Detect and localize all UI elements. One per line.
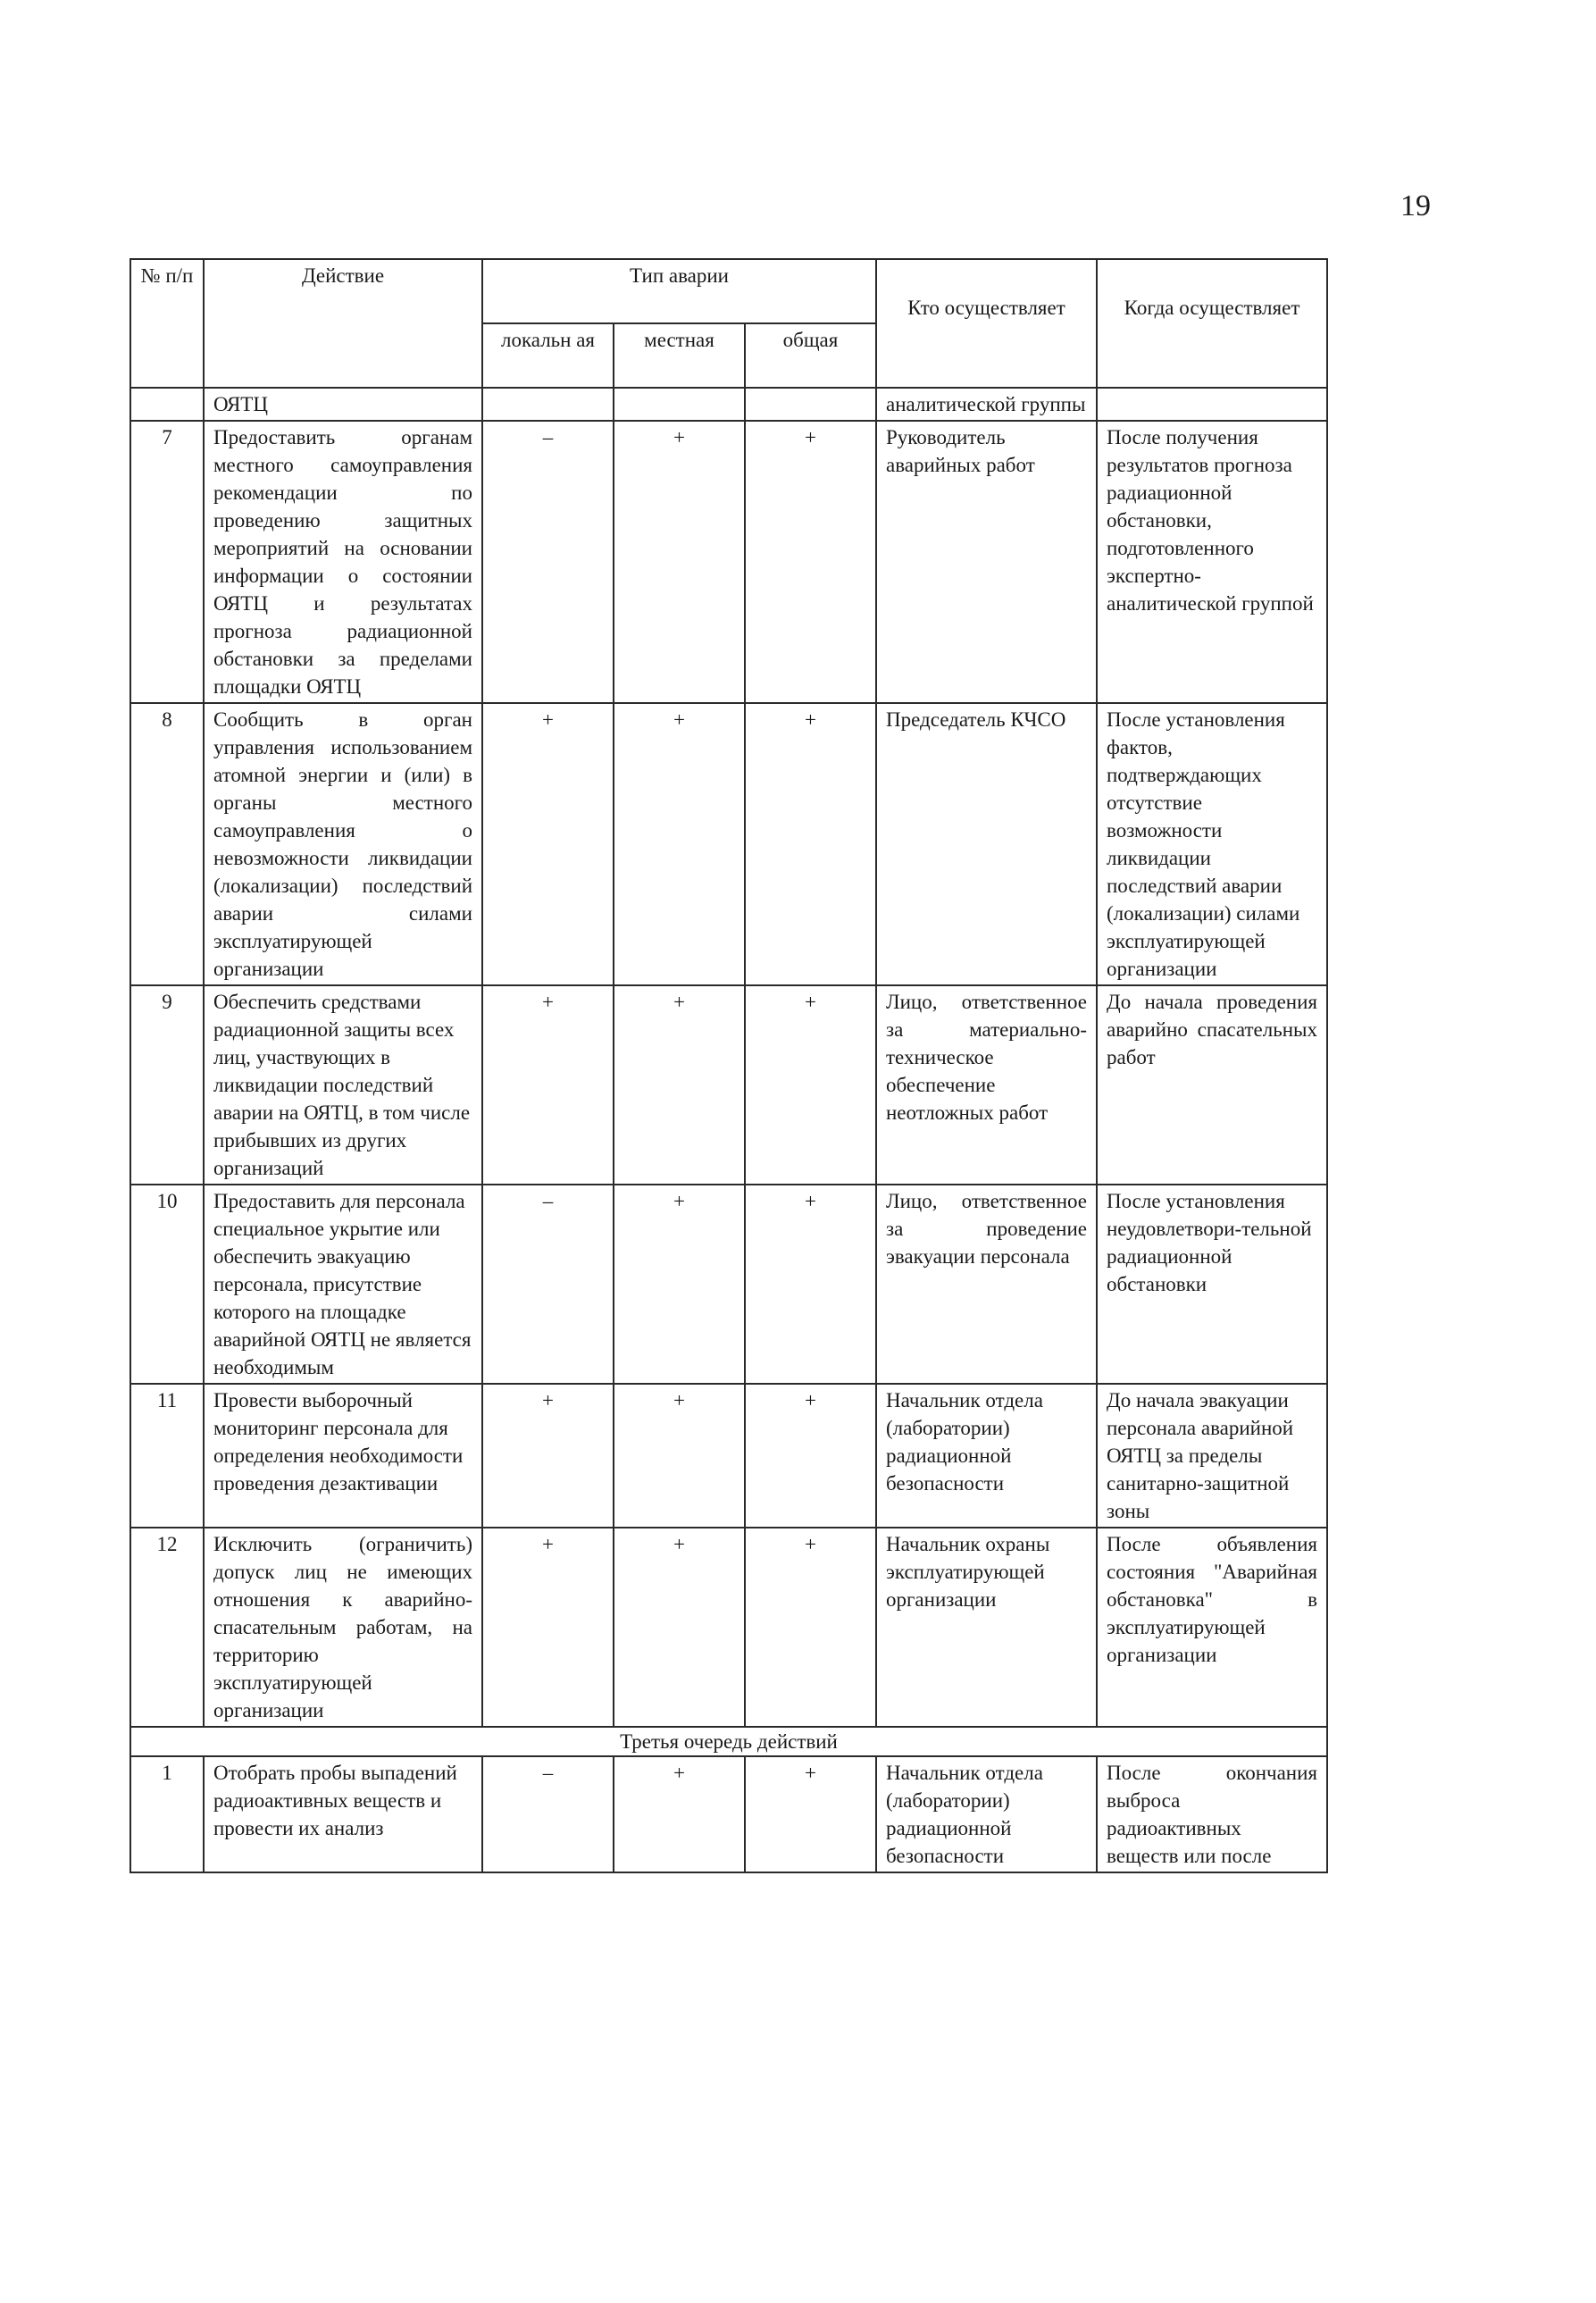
- table-row: [130, 1528, 1327, 1727]
- table-row: [130, 1185, 1327, 1384]
- cell-num: 8: [130, 703, 204, 985]
- cell-when: После окончания выброса радиоактивных веществ или после: [1097, 1756, 1327, 1872]
- cell-when: До начала проведения аварийно спасательных работ: [1097, 985, 1327, 1185]
- table-row: [130, 388, 1327, 421]
- table-row: [130, 703, 1327, 985]
- cell-general: +: [745, 1528, 876, 1727]
- cell-num: 10: [130, 1185, 204, 1384]
- cell-action: ОЯТЦ: [204, 388, 482, 421]
- cell-num: 11: [130, 1384, 204, 1528]
- cell-general: +: [745, 703, 876, 985]
- actions-table: [130, 258, 1328, 1873]
- cell-regional: [614, 388, 745, 421]
- cell-local: –: [482, 421, 614, 703]
- cell-regional: +: [614, 1528, 745, 1727]
- header-type-regional: местная: [614, 323, 745, 388]
- cell-action: Предоставить для персонала специальное укрытие или обеспечить эвакуацию персонала, присутствие которого на площадке аварийной ОЯТЦ не является необходимым: [204, 1185, 482, 1384]
- cell-local: –: [482, 1185, 614, 1384]
- cell-action: Исключить (ограничить) допуск лиц не имеющих отношения к аварийно-спасательным работам, на территорию эксплуатирующей организации: [204, 1528, 482, 1727]
- cell-regional: +: [614, 421, 745, 703]
- header-action: Действие: [204, 259, 482, 388]
- cell-general: [745, 388, 876, 421]
- cell-general: +: [745, 421, 876, 703]
- cell-local: +: [482, 1528, 614, 1727]
- table-row: [130, 1384, 1327, 1528]
- section-row: [130, 1727, 1327, 1756]
- cell-when: [1097, 388, 1327, 421]
- cell-num: [130, 388, 204, 421]
- cell-who: Лицо, ответственное за материально-техническое обеспечение неотложных работ: [876, 985, 1097, 1185]
- cell-regional: +: [614, 1756, 745, 1872]
- cell-action: Предоставить органам местного самоуправления рекомендации по проведению защитных мероприятий на основании информации о состоянии ОЯТЦ и результатах прогноза радиационной обстановки за пределами площадки ОЯТЦ: [204, 421, 482, 703]
- cell-regional: +: [614, 703, 745, 985]
- header-type-local: локальн ая: [482, 323, 614, 388]
- cell-who: Начальник охраны эксплуатирующей организации: [876, 1528, 1097, 1727]
- cell-action: Сообщить в орган управления использованием атомной энергии и (или) в органы местного самоуправления о невозможности ликвидации (локализации) последствий аварии силами эксплуатирующей организации: [204, 703, 482, 985]
- cell-who: Руководитель аварийных работ: [876, 421, 1097, 703]
- header-accident-type: Тип аварии: [482, 259, 876, 323]
- page-number: 19: [1400, 189, 1431, 222]
- cell-local: –: [482, 1756, 614, 1872]
- cell-when: После объявления состояния "Аварийная обстановка" в эксплуатирующей организации: [1097, 1528, 1327, 1727]
- table-row: [130, 985, 1327, 1185]
- cell-who: аналитической группы: [876, 388, 1097, 421]
- cell-action: Обеспечить средствами радиационной защиты всех лиц, участвующих в ликвидации последствий аварии на ОЯТЦ, в том числе прибывших из других организаций: [204, 985, 482, 1185]
- cell-action: Провести выборочный мониторинг персонала для определения необходимости проведения дезактивации: [204, 1384, 482, 1528]
- cell-general: +: [745, 1185, 876, 1384]
- header-num: № п/п: [130, 259, 204, 388]
- cell-regional: +: [614, 1185, 745, 1384]
- header-when: Когда осуществляет: [1097, 259, 1327, 388]
- table-row: [130, 421, 1327, 703]
- cell-who: Начальник отдела (лаборатории) радиационной безопасности: [876, 1384, 1097, 1528]
- header-type-general: общая: [745, 323, 876, 388]
- cell-who: Председатель КЧСО: [876, 703, 1097, 985]
- cell-action: Отобрать пробы выпадений радиоактивных веществ и провести их анализ: [204, 1756, 482, 1872]
- cell-general: +: [745, 1756, 876, 1872]
- cell-regional: +: [614, 1384, 745, 1528]
- cell-who: Лицо, ответственное за проведение эвакуации персонала: [876, 1185, 1097, 1384]
- table-row: [130, 1756, 1327, 1872]
- header-who: Кто осуществляет: [876, 259, 1097, 388]
- cell-regional: +: [614, 985, 745, 1185]
- cell-local: [482, 388, 614, 421]
- cell-when: До начала эвакуации персонала аварийной ОЯТЦ за пределы санитарно-защитной зоны: [1097, 1384, 1327, 1528]
- section-title: Третья очередь действий: [130, 1727, 1327, 1756]
- cell-local: +: [482, 1384, 614, 1528]
- cell-when: После получения результатов прогноза радиационной обстановки, подготовленного экспертно-аналитической группой: [1097, 421, 1327, 703]
- cell-who: Начальник отдела (лаборатории) радиационной безопасности: [876, 1756, 1097, 1872]
- cell-local: +: [482, 985, 614, 1185]
- cell-local: +: [482, 703, 614, 985]
- cell-general: +: [745, 1384, 876, 1528]
- cell-num: 1: [130, 1756, 204, 1872]
- cell-when: После установления фактов, подтверждающих отсутствие возможности ликвидации последствий аварии (локализации) силами эксплуатирующей организации: [1097, 703, 1327, 985]
- cell-num: 7: [130, 421, 204, 703]
- cell-when: После установления неудовлетвори-тельной радиационной обстановки: [1097, 1185, 1327, 1384]
- cell-num: 12: [130, 1528, 204, 1727]
- cell-num: 9: [130, 985, 204, 1185]
- cell-general: +: [745, 985, 876, 1185]
- header-row: [130, 259, 1327, 323]
